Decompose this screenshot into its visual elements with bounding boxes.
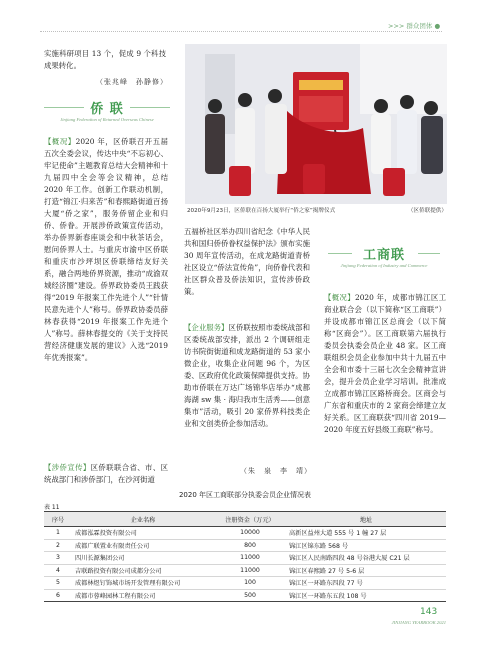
tag-publicity: 【涉侨宣传】 [44,463,91,472]
cell-capital: 11000 [214,564,286,577]
cell-index: 5 [44,577,72,590]
section-title-qiaolian: 侨 联 [90,102,124,117]
qiaolian-continued: 五福桥社区举办四川省纪念《中华人民共和国归侨侨眷权益保护法》颁布实施 30 周年宣传活动，在成龙路街道青桥社区设立“侨法宣传角”，向侨眷代表和社区群众普及侨法知识，宣传涉侨政策。 [184,227,310,296]
qiaolian-publicity-text: 区侨联联合省、市、区统战部门和涉侨部门，在沙河街道 [44,463,168,484]
cell-company: 成都市蓉峰园林工程有限公司 [72,589,214,602]
ceremony-photo [185,44,447,204]
photo-caption-row [187,206,447,214]
cell-company: 成都泓霖投资有限公司 [72,527,214,540]
cell-index: 6 [44,589,72,602]
gongshanglian-overview-text: 2020 年，成都市锦江区工商业联合会（以下简称“区工商联”）并设成都市锦江区总商会（以下简称“区商会”）。区工商联第六届执行委员会执委会员企业 48 家。区工商联组织会员企业参加中共十九届五中全会和市委十三届七次全会精神宣讲会，提升会员企业学习培训。批准成立成都市锦江区路桥商会。区商会与广东省和重庆市的 2 家商会缔建立友好关系。区工商联获“四川省 2019—2020 年度五好县级工商联”称号。 [324,293,446,434]
intro-paragraph: 实施科研项目 13 个，促成 9 个科技成果转化。 [44,49,166,70]
enterprise-service [184,322,310,430]
tag-gsl-overview: 【概况】 [324,293,356,302]
cell-index: 2 [44,539,72,552]
table-header-row [44,512,446,527]
table-row [44,564,446,577]
cell-capital: 11000 [214,552,286,565]
th-company: 企业名称 [72,512,214,527]
table-row [44,552,446,565]
cell-address: 锦江区一环路东五段 108 号 [286,589,446,602]
header-divider [40,31,442,32]
cell-company: 四川长源集团公司 [72,552,214,565]
table-row [44,527,446,540]
photo-credit: （区侨联提供） [407,208,447,214]
cell-index: 4 [44,564,72,577]
cell-company: 成都广联置业有限责任公司 [72,539,214,552]
section-subtitle-qiaolian: Jinjiang Federation of Returned Overseas Chinese [60,117,154,122]
cell-capital: 500 [214,589,286,602]
table-row [44,577,446,590]
ceremony-photo-illustration [185,44,447,204]
table-row [44,589,446,602]
th-capital: 注册资金（万元） [214,512,286,527]
th-index: 序号 [44,512,72,527]
qiaolian-publicity [44,462,168,486]
enterprise-table [44,511,446,602]
cell-address: 锦江区春熙路 27 号 5-6 层 [286,564,446,577]
tag-enterprise-service: 【企业服务】 [184,323,229,332]
col2-signature: （朱 泉 李 靖） [240,467,312,475]
cell-capital: 100 [214,577,286,590]
cell-company: 成都林煜钉饰城市场开发管理有限公司 [72,577,214,590]
tag-overview: 【概况】 [44,137,76,146]
page-number: 143 [420,607,438,617]
th-address: 地址 [286,512,446,527]
photo-caption: 2020年9月23日，区侨联在百扬大厦举行“侨之家”揭牌仪式 [187,208,336,214]
table-title: 2020 年区工商联部分执委会员企业情况表 [178,491,312,499]
gongshanglian-overview [324,292,446,436]
cell-capital: 10000 [214,527,286,540]
cell-address: 高新区益州大道 555 号 1 幢 27 层 [286,527,446,540]
cell-address: 锦江区一环路东四段 77 号 [286,577,446,590]
section-subtitle-gongshanglian: Jinjiang Federation of Industry and Commerce [340,263,428,268]
footer-running: JINJIANG YEARBOOK 2021 [391,620,446,625]
author-signature: （张兆峰 孙静修） [96,78,168,86]
cell-address: 锦江区锦东路 568 号 [286,539,446,552]
table-row [44,539,446,552]
section-title-gongshanglian: 工商联 [362,248,405,263]
qiaolian-overview-text: 2020 年，区侨联召开五届五次全委会议，传达中央“不忘初心、牢记使命”主题教育总结大会精神和十九届四中全会等会议精神，总结 2020 年工作。创新工作联动机制，打造“锦江·归来苦”和春熙路街道百扬大厦“侨之家”，服务侨留企业和归侨、侨眷。开展涉侨政策宣传活动，举办侨界新春座谈会和中秋茶话会，慰问侨界人士。与重庆市渝中区侨联和重庆市沙坪坝区侨联缔结友好关系，融合两地侨界资源，推动“成渝双城经济圈”建设。侨界政协委员王践获得“2019 年报案工作先进个人”“针情民意先进个人”称号。侨界政协委员薛林春获得“2019 年报案工作先进个人”称号。薛林春提交的《关于支持民营经济健康发展的建议》入选“2019 年优秀报案”。 [44,137,168,362]
cell-index: 1 [44,527,72,540]
cell-company: 吉联路投资有限公司成都分公司 [72,564,214,577]
cell-capital: 800 [214,539,286,552]
table-label: 表 11 [44,504,60,511]
enterprise-service-text: 区侨联按照市委统战部和区委统战部安排，派出 2 个调研组走访书院街街道和成龙路街道的 53 家小微企业，收集企业问题 96 个，为区委、区政府优化政策保障提供支持。协助市侨联在万达广场锦华店举办“成都海湖 sw 集 · 海归我市生活秀——创意集市”活动，吸引 20 家侨界科技类企业和文创类侨企参加活动。 [184,323,310,428]
running-header: >>> 群众团体 ● [388,22,441,30]
cell-index: 3 [44,552,72,565]
qiaolian-overview [44,136,168,364]
cell-address: 锦江区人民南路四段 48 号谷港大厦 C21 层 [286,552,446,565]
